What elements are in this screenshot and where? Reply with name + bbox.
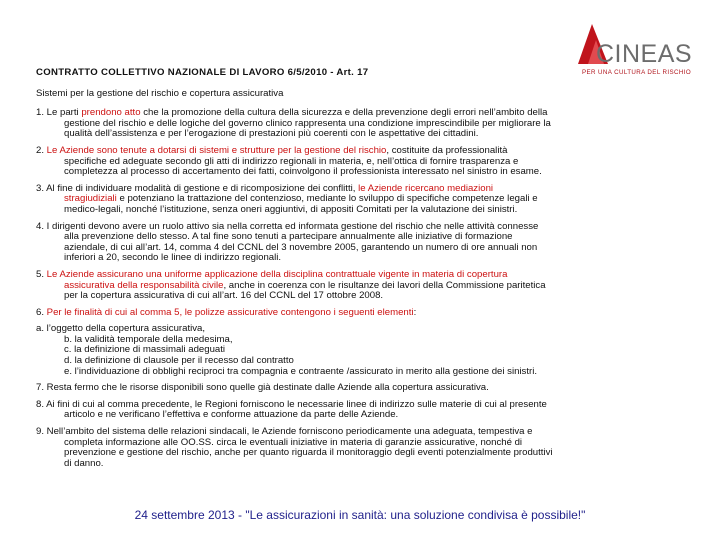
paragraph-5	[36, 270, 686, 302]
p1-prefix: 1. Le parti	[36, 107, 82, 119]
list-item-e: e. l’individuazione di obblighi reciproci tra compagnia e contraente /assicurato in merito alla gestione dei sinistri.	[64, 365, 538, 377]
p5-highlight-1: Le Aziende assicurano una uniforme applicazione della disciplina contrattuale vigente in materia di copertura	[46, 268, 508, 280]
paragraph-7	[36, 383, 686, 394]
p8-line-1: 8. Ai fini di cui al comma precedente, le Regioni forniscono le necessarie linee di indirizzo sulle materie di cui al presente	[36, 398, 547, 410]
p7-line-1: 7. Resta fermo che le risorse disponibili sono quelle già destinate dalle Aziende alla copertura assicurativa.	[36, 382, 489, 394]
logo-name: CINEAS	[596, 40, 693, 68]
p9-line-3: prevenzione e gestione del rischio, anche per quanto riguarda il monitoraggio degli eventi potenzialmente produttivi	[64, 447, 553, 459]
p9-line-2: completa informazione alle OO.SS. circa le eventuali iniziative in materia di garanzie assicurative, nonché di	[64, 436, 523, 448]
p4-line-1: 4. I dirigenti devono avere un ruolo attivo sia nella corretta ed informata gestione del rischio che nelle attività connesse	[36, 220, 539, 232]
p1-line-1: che la promozione della cultura della sicurezza e della prevenzione degli errori nell’ambito della	[140, 107, 548, 119]
p3-highlight-1: le Aziende ricercano mediazioni	[358, 182, 494, 194]
document-title: CONTRATTO COLLETTIVO NAZIONALE DI LAVORO 6/5/2010 - Art. 17	[36, 67, 369, 78]
p9-line-4: di danno.	[64, 457, 104, 469]
list-item-d: d. la definizione di clausole per il recesso dal contratto	[64, 355, 294, 367]
p4-line-4: inferiori a 20, secondo le linee di indirizzo regionali.	[64, 252, 282, 264]
document-body	[36, 68, 686, 475]
p2-line-3: completezza al processo di accertamento dei fatti, coinvolgono il professionista interessato nel sinistro in esame.	[64, 166, 542, 178]
p1-line-3: qualità dell’assistenza e per l’erogazione di prestazioni più coerenti con le aspettative dei cittadini.	[64, 128, 479, 140]
p6-highlight: Per le finalità di cui al comma 5, le polizze assicurative contengono i seguenti elementi	[46, 306, 414, 318]
list-item-a: a. l’oggetto della copertura assicurativa,	[36, 323, 206, 335]
p5-line-3: per la copertura assicurativa di cui all’art. 16 del CCNL del 17 ottobre 2008.	[64, 290, 384, 302]
paragraph-1	[36, 108, 686, 140]
list-item-c: c. la definizione di massimali adeguati	[64, 344, 226, 356]
p2-prefix: 2.	[36, 144, 47, 156]
p9-line-1: 9. Nell’ambito del sistema delle relazioni sindacali, le Aziende forniscono periodicamente una adeguata, tempestiva e	[36, 426, 533, 438]
p3-highlight-2: stragiudiziali	[64, 193, 117, 205]
p8-line-2: articolo e ne verificano l’effettiva e conforme attuazione da parte delle Aziende.	[64, 409, 399, 421]
paragraph-9	[36, 427, 686, 469]
p2-line-1: , costituite da professionalità	[386, 144, 508, 156]
paragraph-8	[36, 400, 686, 421]
p2-highlight: Le Aziende sono tenute a dotarsi di sistemi e strutture per la gestione del rischio	[46, 144, 387, 156]
p4-line-3: aziendale, di cui all’art. 14, comma 4 del CCNL del 3 novembre 2005, garantendo un numero di ore annuali non	[64, 241, 538, 253]
p5-line-2: , anche in coerenza con le risultanze dei lavori della Commissione paritetica	[223, 279, 546, 291]
p1-line-2: gestione del rischio e delle logiche del governo clinico rappresenta una condizione imprescindibile per migliorare la	[64, 117, 551, 129]
paragraph-2	[36, 146, 686, 178]
p6-suffix: :	[413, 306, 417, 318]
p5-highlight-2: assicurativa della responsabilità civile	[64, 279, 224, 291]
paragraph-4	[36, 222, 686, 264]
p2-line-2: specifiche ed adeguate secondo gli atti di indirizzo regionali in materia, e, nell’ottica di fornire trasparenza e	[64, 155, 519, 167]
paragraph-3	[36, 184, 686, 216]
p6-prefix: 6.	[36, 306, 47, 318]
p3-line-2: e potenziano la trattazione del contenzioso, mediante lo sviluppo di specifiche competenze legali e	[116, 193, 538, 205]
document-subtitle: Sistemi per la gestione del rischio e copertura assicurativa	[36, 87, 284, 99]
p4-line-2: alla prevenzione dello stesso. A tal fine sono tenuti a partecipare annualmente alle iniziative di formazione	[64, 231, 513, 243]
elements-list	[36, 324, 686, 377]
list-item-b: b. la validità temporale della medesima,	[64, 333, 233, 345]
paragraph-6	[36, 308, 686, 319]
p3-line-3: medico-legali, nonché l’istituzione, senza oneri aggiuntivi, di appositi Comitati per la valutazione dei sinistri.	[64, 203, 518, 215]
footer-caption: 24 settembre 2013 - "Le assicurazioni in sanità: una soluzione condivisa è possibile!"	[134, 508, 586, 522]
logo-tagline: PER UNA CULTURA DEL RISCHIO	[582, 69, 692, 76]
p1-highlight: prendono atto	[81, 107, 141, 119]
p5-prefix: 5.	[36, 268, 47, 280]
p3-line-1: 3. Al fine di individuare modalità di gestione e di ricomposizione dei conflitti,	[36, 182, 359, 194]
